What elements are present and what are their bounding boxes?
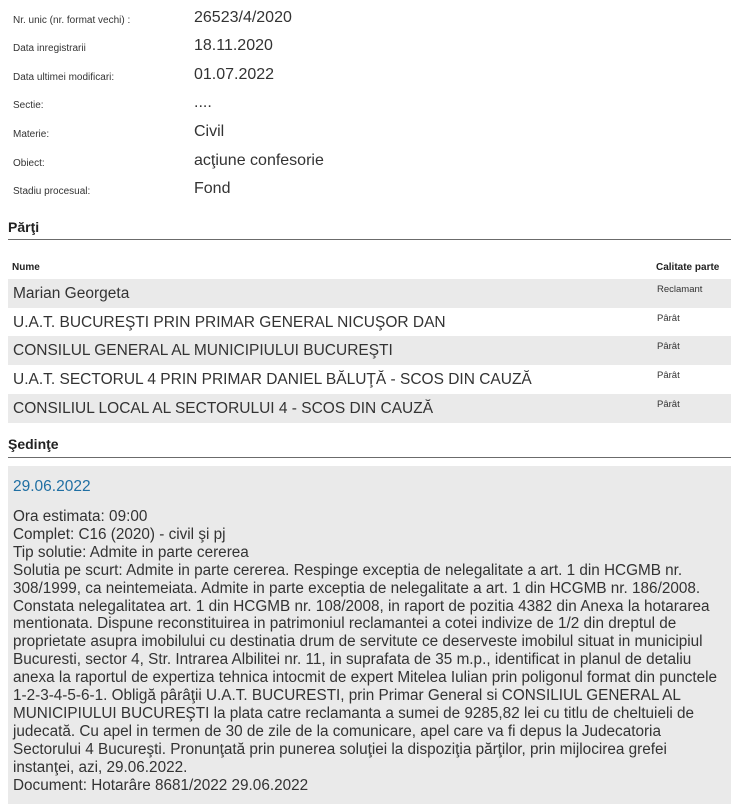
info-label: Materie: <box>13 129 50 140</box>
parti-divider <box>8 239 731 240</box>
info-label: Data inregistrarii <box>13 43 86 54</box>
parti-row <box>8 308 731 337</box>
column-header-calitate: Calitate parte <box>656 262 720 273</box>
sedinte-section-title: Şedinţe <box>8 436 59 452</box>
column-header-nume: Nume <box>12 262 40 273</box>
parte-name: Marian Georgeta <box>13 285 130 302</box>
info-row-nr-unic <box>0 5 739 33</box>
sedinta-item <box>8 466 731 804</box>
info-value: 26523/4/2020 <box>194 9 292 26</box>
sedinta-date: 29.06.2022 <box>13 478 91 495</box>
parti-row <box>8 279 731 308</box>
sedinta-complet: Complet: C16 (2020) - civil şi pj <box>13 525 226 543</box>
info-label: Stadiu procesual: <box>13 186 91 197</box>
sedinta-solutie: Solutia pe scurt: Admite in parte cererea. Respinge exceptia de nelegalitate a art. 1 din HCGMB nr. 308/1999, ca neintemeiata. Admite in parte exceptia de nelegalitate a art. 1 din HCGMB nr. 186/2008. Constata nelegalitatea art. 1 din HCGMB nr. 108/2008, in raport de pozitia 4382 din Anexa la hotararea mentionata. Dispune reconstituirea in patrimoniul reclamantei a cotei indivize de 1/2 din dreptul de proprietate asupra imobilului cu destinatia drum de servitute ce deserveste imobilul situat in municipiul Bucuresti, sector 4, Str. Intrarea Albilitei nr. 11, in suprafata de 35 m.p., identificat in planul de detaliu anexa la raportul de expertiza tehnica intocmit de expert Mitelea Iulian prin poligonul format din punctele 1-2-3-4-5-6-1. Obligă pârâţii U.A.T. BUCURESTI, prin Primar General si CONSILIUL GENERAL AL MUNICIPIULUI BUCUREŞTI la plata catre reclamanta a sumei de 9285,82 lei cu titlu de cheltuieli de judecată. Cu apel in termen de 30 de zile de la comunicare, apel care va fi depus la Judecatoria Sectorului 4 Bucureşti. Pronunţată prin punerea soluţiei la dispoziţia părţilor, prin mijlocirea grefei instanţei, azi, 29.06.2022. <box>13 561 718 776</box>
parte-name: U.A.T. SECTORUL 4 PRIN PRIMAR DANIEL BĂLUŢĂ - SCOS DIN CAUZĂ <box>13 371 532 388</box>
info-label: Obiect: <box>13 158 45 169</box>
info-label: Nr. unic (nr. format vechi) : <box>13 15 131 26</box>
parti-table-header <box>8 259 731 277</box>
info-row-obiect <box>0 148 739 176</box>
parte-calitate: Pârât <box>657 399 680 410</box>
info-value: 01.07.2022 <box>194 66 275 83</box>
parti-section-title: Părţi <box>8 219 40 235</box>
parte-name: CONSILUL GENERAL AL MUNICIPIULUI BUCUREŞTI <box>13 342 393 359</box>
info-value: acţiune confesorie <box>194 152 324 169</box>
sedinta-document: Document: Hotarâre 8681/2022 29.06.2022 <box>13 776 309 794</box>
sedinta-ora: Ora estimata: 09:00 <box>13 508 148 525</box>
parte-name: U.A.T. BUCUREŞTI PRIN PRIMAR GENERAL NICUŞOR DAN <box>13 314 446 331</box>
info-row-data-ultimei-modificari <box>0 62 739 90</box>
sedinta-tip-solutie: Tip solutie: Admite in parte cererea <box>13 543 249 561</box>
parti-row <box>8 394 731 423</box>
info-value: Fond <box>194 180 231 197</box>
parte-calitate: Pârât <box>657 341 680 352</box>
parti-row <box>8 365 731 394</box>
info-row-materie <box>0 119 739 147</box>
parte-calitate: Reclamant <box>657 284 703 295</box>
parti-row <box>8 336 731 365</box>
info-label: Sectie: <box>13 100 44 111</box>
sedinta-details <box>13 508 729 795</box>
info-value: .... <box>194 94 212 111</box>
parte-calitate: Pârât <box>657 370 680 381</box>
info-row-data-inregistrarii <box>0 33 739 61</box>
info-row-sectie <box>0 90 739 118</box>
info-label: Data ultimei modificari: <box>13 72 115 83</box>
info-value: Civil <box>194 123 225 140</box>
info-row-stadiu-procesual <box>0 176 739 204</box>
parte-name: CONSILIUL LOCAL AL SECTORULUI 4 - SCOS DIN CAUZĂ <box>13 400 434 417</box>
info-value: 18.11.2020 <box>194 37 273 54</box>
parte-calitate: Pârât <box>657 313 680 324</box>
sedinte-divider <box>8 457 731 458</box>
